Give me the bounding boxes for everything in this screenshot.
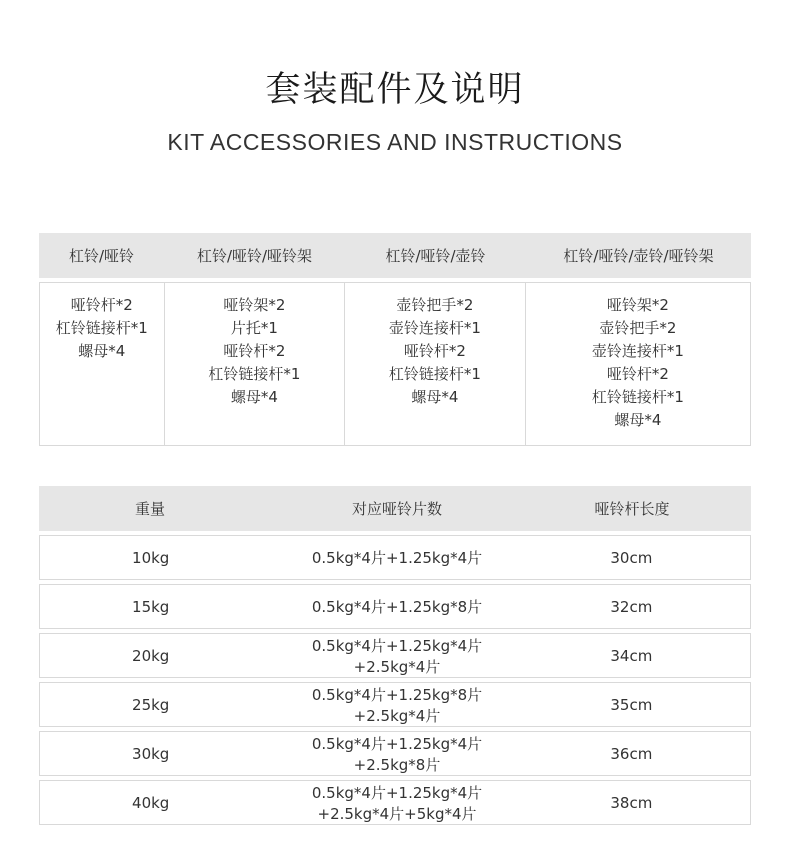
bar-length-cell: 36cm xyxy=(610,744,653,763)
weight-cell: 15kg xyxy=(132,597,170,616)
kit-item: 杠铃链接杆*1 xyxy=(55,319,148,337)
table-row xyxy=(39,633,751,678)
bar-length-cell: 30cm xyxy=(610,548,653,567)
weight-cell: 40kg xyxy=(132,793,170,812)
plates-cell: 0.5kg*4片+1.25kg*8片+2.5kg*4片 xyxy=(311,685,483,725)
plates-cell: 0.5kg*4片+1.25kg*4片 xyxy=(311,549,483,567)
kit-item: 哑铃架*2 xyxy=(606,296,669,314)
kit-header-cell: 杠铃/哑铃 xyxy=(68,247,135,265)
weight-table-header xyxy=(39,486,751,531)
kit-column xyxy=(40,283,165,445)
plates-cell: 0.5kg*4片+1.25kg*8片 xyxy=(311,598,483,616)
weight-cell: 10kg xyxy=(132,548,170,567)
kit-item: 螺母*4 xyxy=(78,342,126,360)
kit-item: 螺母*4 xyxy=(230,388,278,406)
weight-header-cell: 重量 xyxy=(134,500,165,518)
kit-item: 壶铃连接杆*1 xyxy=(388,319,481,337)
kit-item: 杠铃链接杆*1 xyxy=(388,365,481,383)
table-row xyxy=(39,731,751,776)
kit-header-cell: 杠铃/哑铃/壶铃/哑铃架 xyxy=(563,247,714,265)
kit-item: 哑铃杆*2 xyxy=(403,342,466,360)
plates-header-cell: 对应哑铃片数 xyxy=(351,500,442,518)
kit-table-body xyxy=(39,282,751,446)
kit-item: 螺母*4 xyxy=(411,388,459,406)
kit-item: 哑铃架*2 xyxy=(223,296,286,314)
kit-item: 哑铃杆*2 xyxy=(606,365,669,383)
page-subtitle: KIT ACCESSORIES AND INSTRUCTIONS xyxy=(167,129,623,155)
plates-cell: 0.5kg*4片+1.25kg*4片+2.5kg*4片 xyxy=(311,636,483,676)
kit-column xyxy=(165,283,346,445)
weight-cell: 20kg xyxy=(132,646,170,665)
bar-length-cell: 35cm xyxy=(610,695,653,714)
bar-length-header-cell: 哑铃杆长度 xyxy=(594,500,670,518)
table-row xyxy=(39,584,751,629)
kit-item: 杠铃链接杆*1 xyxy=(208,365,301,383)
kit-item: 片托*1 xyxy=(230,319,278,337)
bar-length-cell: 38cm xyxy=(610,793,653,812)
table-row xyxy=(39,780,751,825)
kit-column xyxy=(526,283,750,445)
kit-item: 壶铃连接杆*1 xyxy=(591,342,684,360)
kit-item: 壶铃把手*2 xyxy=(599,319,677,337)
kit-header-cell: 杠铃/哑铃/壶铃 xyxy=(385,247,486,265)
bar-length-cell: 34cm xyxy=(610,646,653,665)
bar-length-cell: 32cm xyxy=(610,597,653,616)
page-title: 套装配件及说明 xyxy=(265,70,525,110)
kit-item: 螺母*4 xyxy=(614,411,662,429)
kit-item: 杠铃链接杆*1 xyxy=(591,388,684,406)
weight-cell: 30kg xyxy=(132,744,170,763)
plates-cell: 0.5kg*4片+1.25kg*4片+2.5kg*8片 xyxy=(311,734,483,774)
plates-cell: 0.5kg*4片+1.25kg*4片+2.5kg*4片+5kg*4片 xyxy=(311,783,483,823)
kit-item: 哑铃杆*2 xyxy=(70,296,133,314)
kit-item: 哑铃杆*2 xyxy=(223,342,286,360)
kit-column xyxy=(345,283,526,445)
kit-item: 壶铃把手*2 xyxy=(396,296,474,314)
weight-cell: 25kg xyxy=(132,695,170,714)
table-row xyxy=(39,535,751,580)
table-row xyxy=(39,682,751,727)
kit-header-cell: 杠铃/哑铃/哑铃架 xyxy=(196,247,313,265)
kit-table-header xyxy=(39,233,751,278)
